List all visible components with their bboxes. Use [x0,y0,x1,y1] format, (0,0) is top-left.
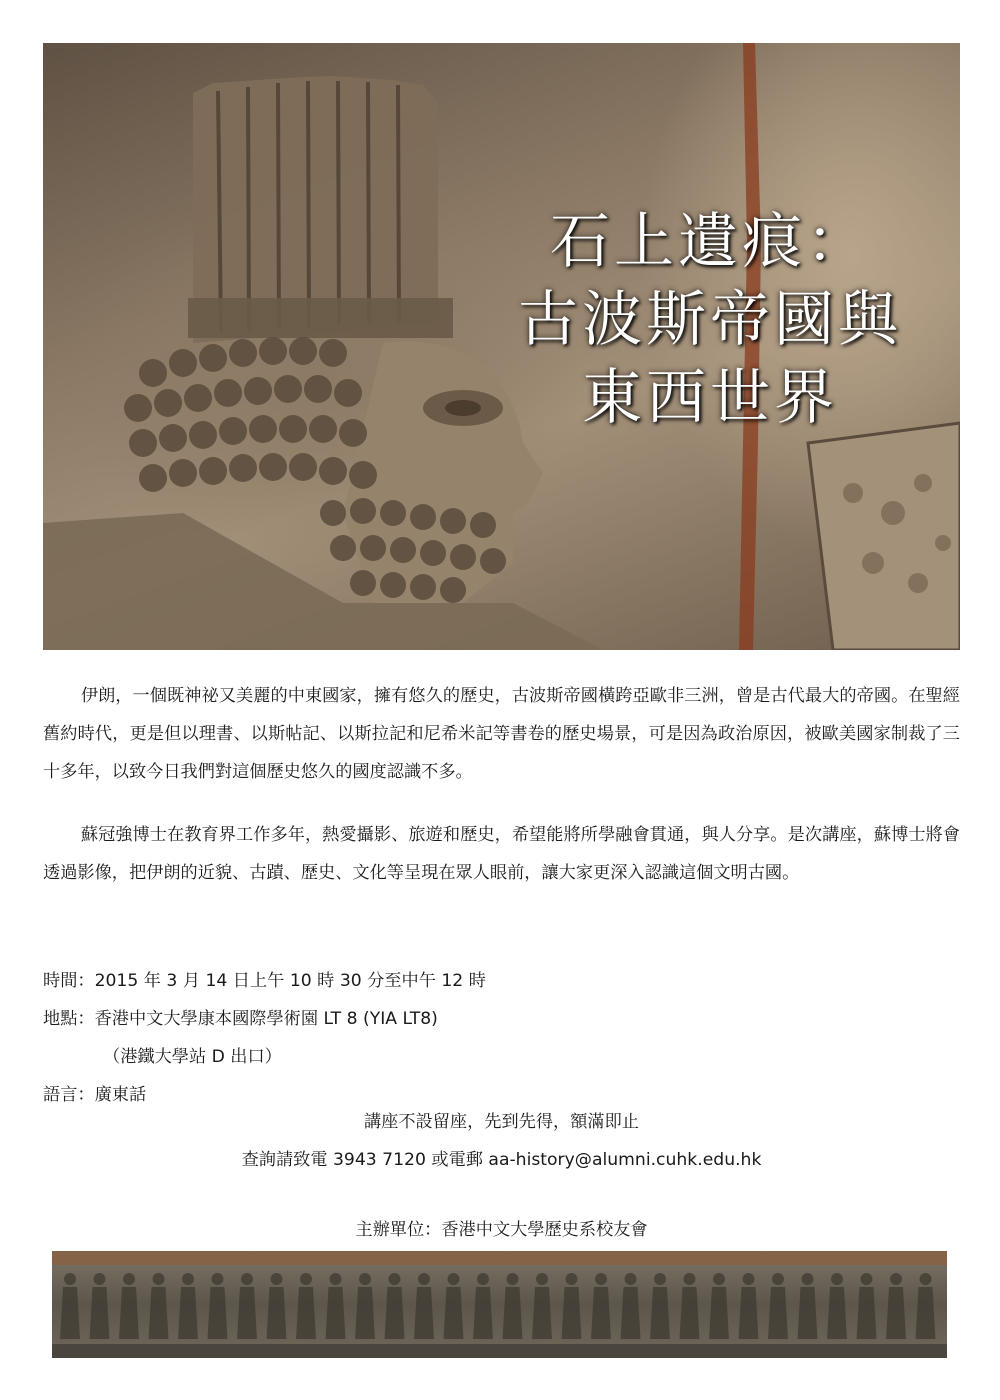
hero-image [43,43,960,650]
event-details [43,962,960,1114]
enquiry-contact: 查詢請致電 3943 7120 或電郵 aa-history@alumni.cuhk.edu.hk [241,1150,762,1170]
event-time: 時間：2015 年 3 月 14 日上午 10 時 30 分至中午 12 時 [43,971,486,991]
event-language: 語言：廣東話 [43,1085,147,1105]
page-title [500,203,920,437]
event-venue: 地點：香港中文大學康本國際學術園 LT 8 (YIA LT8) [43,1009,438,1029]
frieze-image [52,1251,947,1358]
intro-paragraph-iran: 伊朗，一個既神祕又美麗的中東國家，擁有悠久的歷史，古波斯帝國橫跨亞歐非三洲，曾是古代最大的帝國。在聖經舊約時代，更是但以理書、以斯帖記、以斯拉記和尼希米記等書卷的歷史場景，可是因為政治原因，被歐美國家制裁了三十多年，以致今日我們對這個歷史悠久的國度認識不多。 [43,686,960,782]
title-line-2: 古波斯帝國與 [518,285,902,355]
organiser: 主辦單位：香港中文大學歷史系校友會 [355,1220,648,1240]
persepolis-frieze-image [52,1251,947,1358]
seating-notice: 講座不設留座，先到先得，額滿即止 [363,1112,639,1132]
title-line-1: 石上遺痕： [550,207,870,277]
intro-paragraph-speaker: 蘇冠強博士在教育界工作多年，熱愛攝影、旅遊和歷史，希望能將所學融會貫通，與人分享。是次講座，蘇博士將會透過影像，把伊朗的近貌、古蹟、歷史、文化等呈現在眾人眼前，讓大家更深入認識這個文明古國。 [43,825,960,883]
notice [43,1103,960,1179]
title-line-3: 東西世界 [582,363,838,433]
event-venue-note: （港鐵大學站 D 出口） [103,1047,282,1067]
